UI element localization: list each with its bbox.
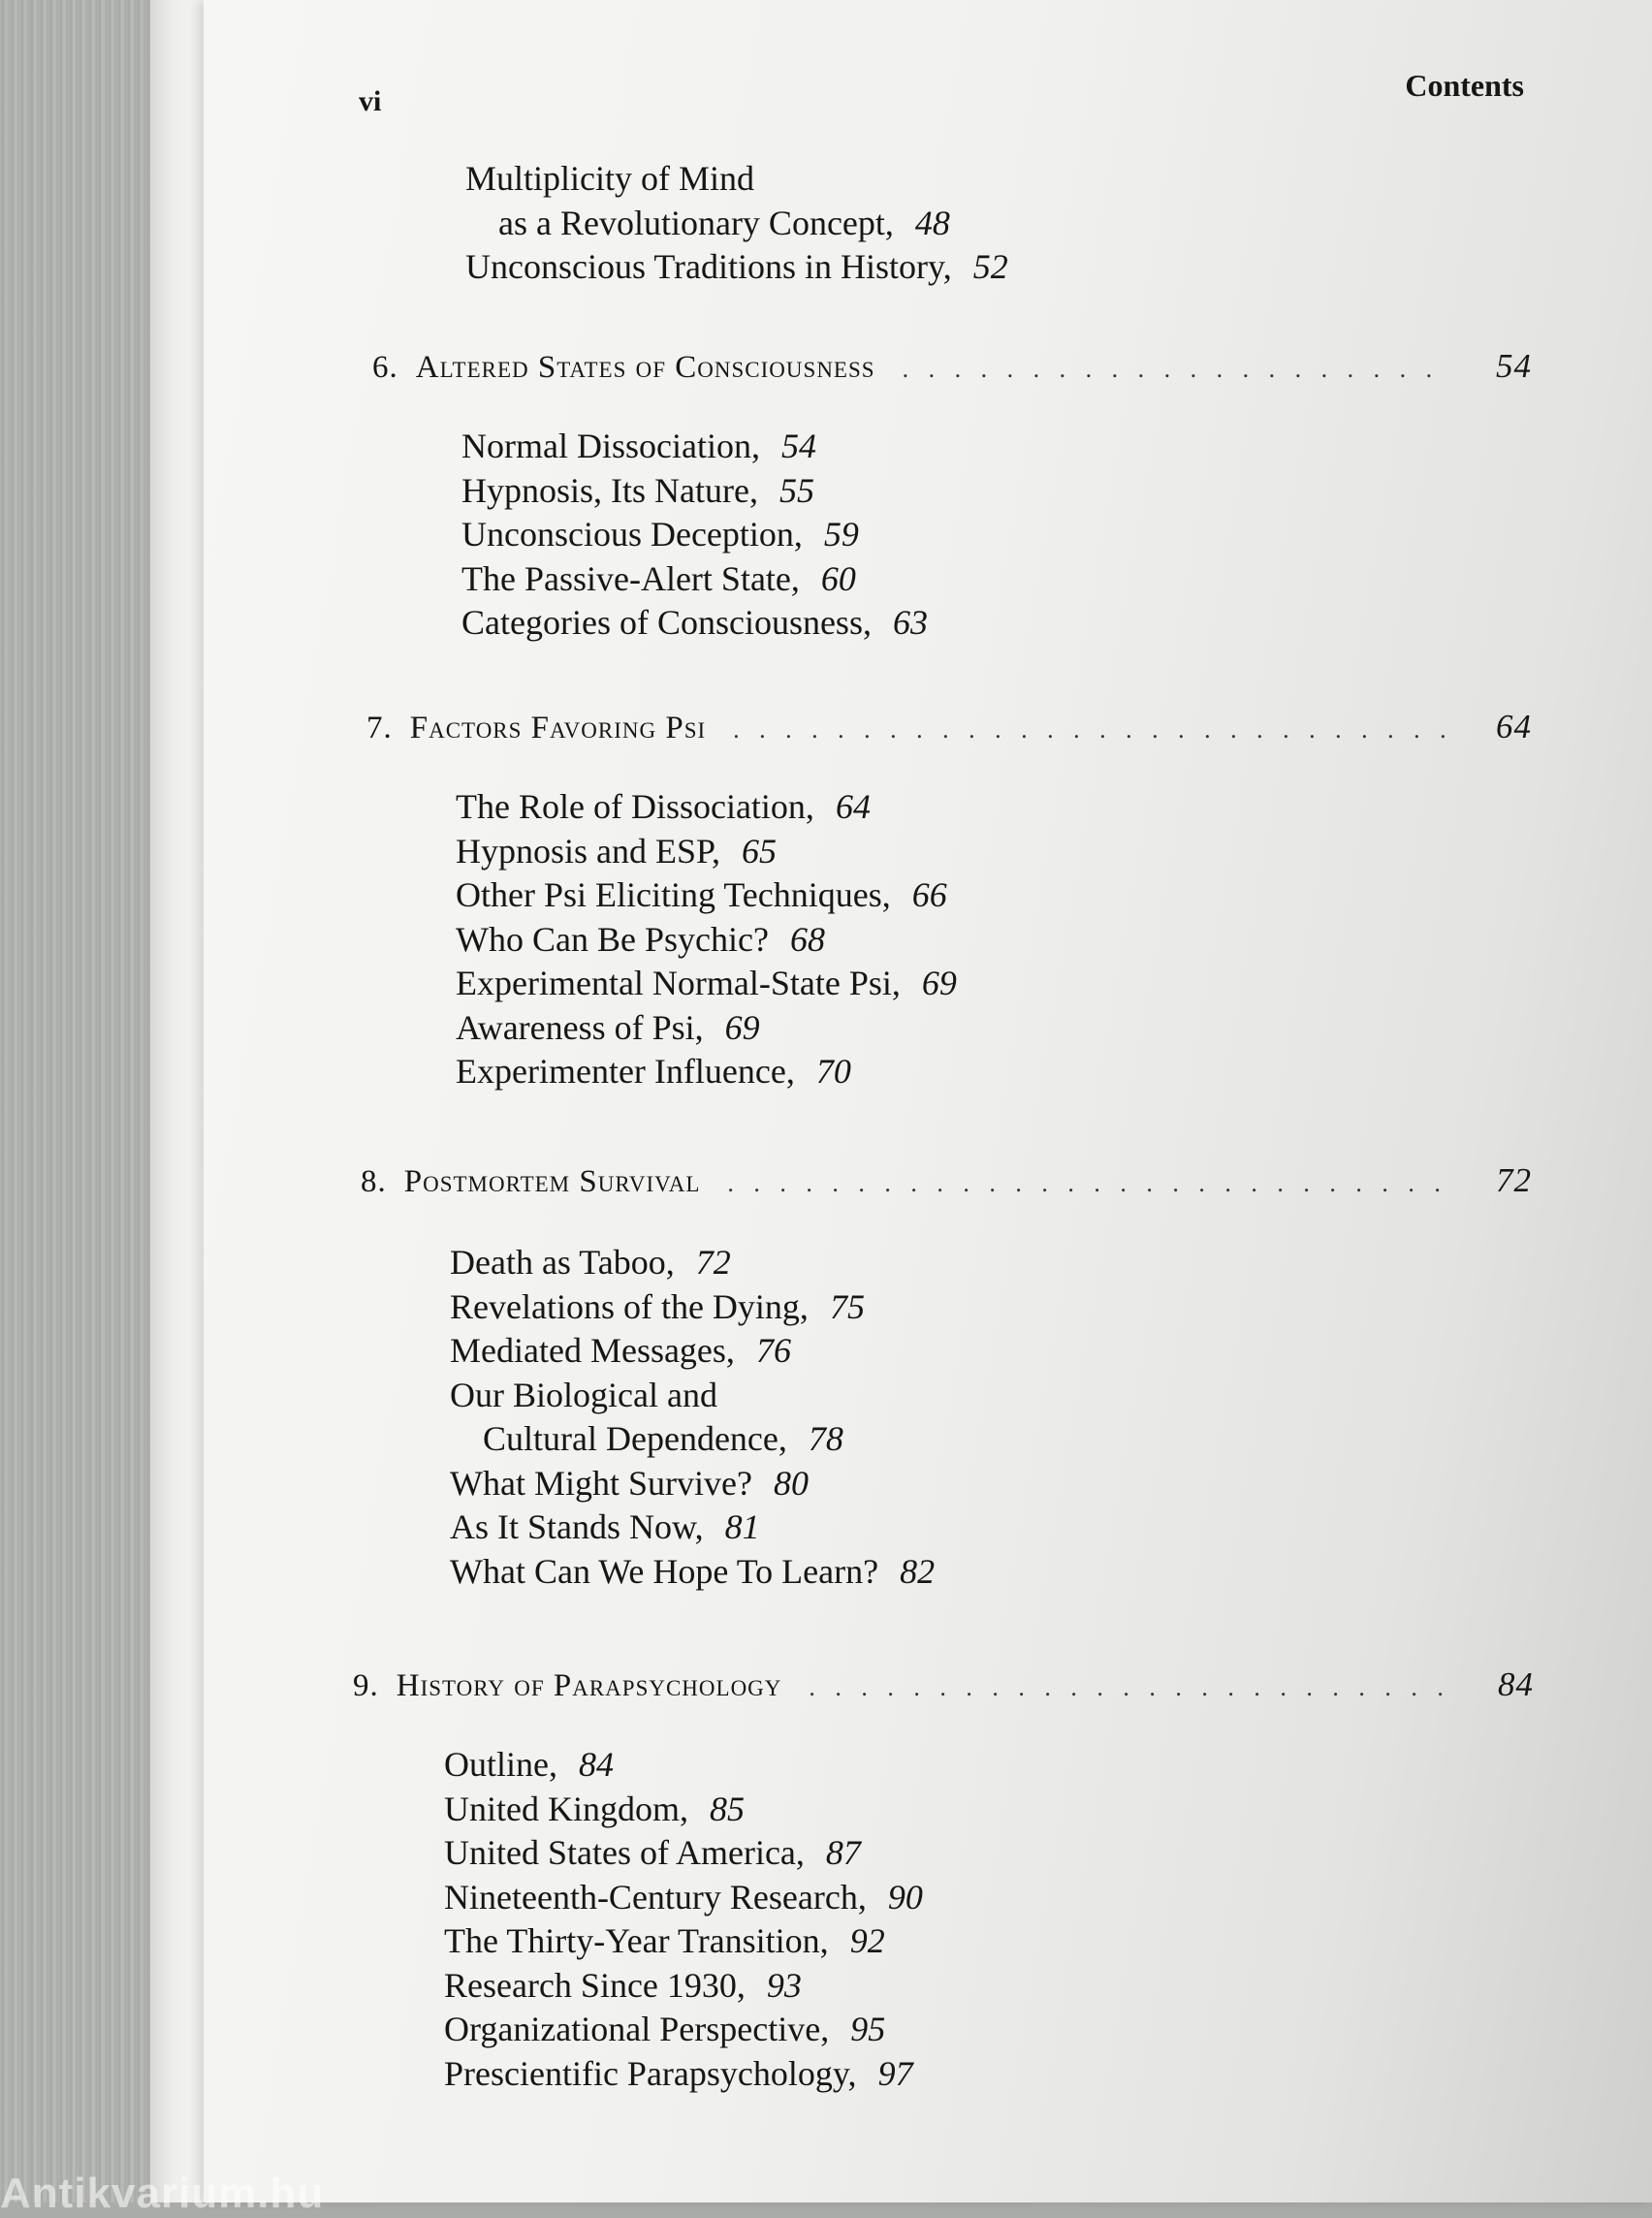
entry-title: Prescientific Parapsychology, bbox=[444, 2053, 857, 2093]
chapter-heading bbox=[372, 347, 1532, 386]
entry-title: Other Psi Eliciting Techniques, bbox=[456, 875, 891, 914]
dot-leader bbox=[733, 715, 1450, 745]
toc-entry bbox=[444, 2052, 923, 2097]
entry-page-number: 81 bbox=[724, 1507, 760, 1546]
entry-title: What Can We Hope To Learn? bbox=[450, 1551, 879, 1591]
chapter-title: Postmortem Survival bbox=[403, 1164, 701, 1199]
toc-entry bbox=[444, 1788, 923, 1832]
entry-title: Experimental Normal-State Psi, bbox=[456, 964, 901, 1002]
entry-page-number: 52 bbox=[972, 247, 1008, 286]
toc-entry bbox=[456, 873, 957, 918]
entry-page-number: 97 bbox=[877, 2053, 913, 2093]
running-head: Contents bbox=[1405, 68, 1524, 103]
toc-entry bbox=[450, 1374, 935, 1418]
continuation-entries bbox=[465, 157, 1008, 290]
toc-entry bbox=[465, 202, 1008, 246]
entry-title: Categories of Consciousness, bbox=[461, 603, 872, 642]
entry-page-number: 63 bbox=[892, 603, 928, 642]
entry-page-number: 68 bbox=[789, 919, 825, 959]
chapter-number: 7. bbox=[366, 711, 393, 745]
entry-title: Outline, bbox=[444, 1745, 557, 1784]
entry-page-number: 85 bbox=[709, 1789, 745, 1828]
chapter-title: History of Parapsychology bbox=[396, 1668, 782, 1703]
entry-page-number: 54 bbox=[780, 427, 816, 465]
entry-page-number: 92 bbox=[849, 1921, 885, 1960]
chapter-heading bbox=[353, 1665, 1534, 1704]
entry-page-number: 64 bbox=[835, 787, 871, 826]
toc-entry bbox=[456, 918, 957, 963]
entry-page-number: 59 bbox=[823, 515, 859, 554]
entry-title: Who Can Be Psychic? bbox=[456, 919, 769, 959]
toc-entry bbox=[465, 245, 1008, 290]
toc-entry bbox=[461, 425, 928, 469]
entry-page-number: 55 bbox=[778, 470, 814, 510]
entry-title: United Kingdom, bbox=[444, 1789, 688, 1828]
chapter-heading bbox=[361, 1161, 1532, 1200]
entry-page-number: 76 bbox=[755, 1331, 791, 1370]
page-folio: vi bbox=[359, 85, 382, 117]
toc-entry bbox=[450, 1285, 935, 1330]
entry-title: as a Revolutionary Concept, bbox=[498, 203, 894, 242]
entry-page-number: 82 bbox=[900, 1551, 936, 1591]
toc-entry bbox=[450, 1505, 935, 1550]
entry-page-number: 75 bbox=[829, 1286, 865, 1326]
entry-title: Unconscious Traditions in History, bbox=[465, 247, 952, 286]
chapter-number: 8. bbox=[361, 1164, 387, 1199]
entry-page-number: 48 bbox=[914, 203, 950, 242]
entry-title: Death as Taboo, bbox=[450, 1243, 675, 1282]
entry-page-number: 72 bbox=[695, 1243, 731, 1282]
entry-title: Hypnosis, Its Nature, bbox=[461, 470, 758, 510]
chapter-heading bbox=[366, 708, 1532, 746]
toc-entry bbox=[456, 785, 957, 830]
chapter-title: Factors Favoring Psi bbox=[409, 711, 707, 745]
chapter-page-number: 72 bbox=[1496, 1161, 1532, 1199]
entry-title: Hypnosis and ESP, bbox=[456, 831, 721, 871]
entry-title: Unconscious Deception, bbox=[461, 515, 803, 554]
entry-page-number: 69 bbox=[724, 1007, 760, 1047]
entry-page-number: 60 bbox=[820, 558, 856, 598]
chapter-entries bbox=[450, 1241, 935, 1594]
entry-title: Research Since 1930, bbox=[444, 1965, 746, 2005]
toc-entry bbox=[444, 1743, 923, 1788]
toc-entry bbox=[444, 1964, 923, 2009]
dot-leader bbox=[809, 1673, 1452, 1702]
entry-title: The Role of Dissociation, bbox=[456, 787, 814, 826]
dot-leader bbox=[903, 355, 1450, 384]
entry-page-number: 70 bbox=[815, 1052, 851, 1091]
toc-entry bbox=[444, 1876, 923, 1920]
toc-entry bbox=[450, 1550, 935, 1595]
toc-entry bbox=[456, 962, 957, 1006]
toc-entry bbox=[465, 157, 1008, 202]
entry-title: Normal Dissociation, bbox=[461, 427, 760, 465]
entry-title: Awareness of Psi, bbox=[456, 1007, 704, 1047]
toc-entry bbox=[444, 2008, 923, 2052]
entry-title: Cultural Dependence, bbox=[483, 1419, 787, 1458]
chapter-page-number: 54 bbox=[1496, 347, 1532, 385]
entry-title: Organizational Perspective, bbox=[444, 2010, 830, 2048]
entry-title: As It Stands Now, bbox=[450, 1507, 704, 1546]
chapter-entries bbox=[461, 425, 928, 646]
toc-entry bbox=[456, 830, 957, 874]
entry-page-number: 84 bbox=[578, 1745, 614, 1784]
entry-title: Mediated Messages, bbox=[450, 1331, 735, 1370]
toc-entry bbox=[450, 1462, 935, 1506]
entry-page-number: 78 bbox=[808, 1419, 843, 1458]
entry-title: The Passive-Alert State, bbox=[461, 558, 800, 598]
toc-entry bbox=[456, 1050, 957, 1094]
toc-entry bbox=[450, 1329, 935, 1374]
watermark-logo: Antikvarium.hu bbox=[0, 2170, 325, 2217]
toc-entry bbox=[450, 1241, 935, 1285]
entry-title: What Might Survive? bbox=[450, 1463, 752, 1503]
toc-entry bbox=[456, 1006, 957, 1051]
entry-title: United States of America, bbox=[444, 1833, 805, 1872]
toc-entry bbox=[450, 1417, 935, 1462]
toc-entry bbox=[461, 469, 928, 514]
entry-page-number: 95 bbox=[850, 2010, 886, 2048]
chapter-number: 6. bbox=[372, 350, 398, 385]
entry-page-number: 90 bbox=[887, 1877, 923, 1917]
entry-title: Nineteenth-Century Research, bbox=[444, 1877, 867, 1917]
entry-page-number: 66 bbox=[911, 875, 947, 914]
toc-entry bbox=[444, 1919, 923, 1964]
dot-leader bbox=[727, 1169, 1450, 1198]
entry-title: The Thirty-Year Transition, bbox=[444, 1921, 829, 1960]
entry-title: Experimenter Influence, bbox=[456, 1052, 795, 1091]
book-page bbox=[204, 0, 1652, 2202]
chapter-entries bbox=[444, 1743, 923, 2096]
entry-page-number: 93 bbox=[766, 1965, 802, 2005]
toc-entry bbox=[461, 513, 928, 557]
entry-page-number: 69 bbox=[921, 964, 957, 1002]
chapter-page-number: 84 bbox=[1498, 1665, 1534, 1703]
toc-entry bbox=[461, 557, 928, 602]
chapter-page-number: 64 bbox=[1496, 708, 1532, 745]
entry-page-number: 87 bbox=[825, 1833, 861, 1872]
entry-page-number: 65 bbox=[742, 831, 778, 871]
entry-title: Our Biological and bbox=[450, 1375, 717, 1414]
entry-title: Revelations of the Dying, bbox=[450, 1286, 809, 1326]
chapter-title: Altered States of Consciousness bbox=[415, 350, 875, 385]
toc-entry bbox=[444, 1831, 923, 1876]
chapter-entries bbox=[456, 785, 957, 1094]
chapter-number: 9. bbox=[353, 1668, 379, 1703]
page-edge bbox=[150, 0, 208, 2202]
entry-title: Multiplicity of Mind bbox=[465, 159, 755, 198]
entry-page-number: 80 bbox=[773, 1463, 809, 1503]
toc-entry bbox=[461, 601, 928, 646]
